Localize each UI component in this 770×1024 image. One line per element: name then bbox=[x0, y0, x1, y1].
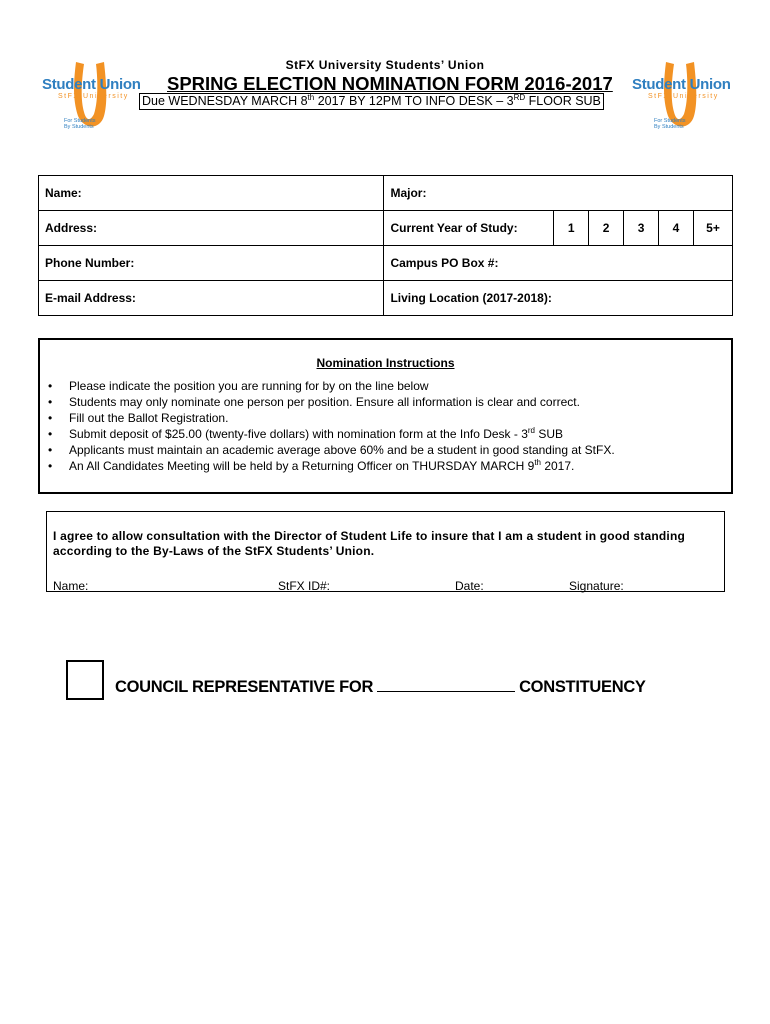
agreement-signature-field[interactable]: Signature: bbox=[569, 579, 624, 593]
bullet-icon: • bbox=[48, 427, 53, 441]
year-option-4[interactable]: 4 bbox=[659, 211, 694, 246]
position-line: COUNCIL REPRESENTATIVE FOR CONSTITUENCY bbox=[115, 678, 646, 696]
bullet-icon: • bbox=[48, 395, 53, 409]
table-row bbox=[39, 176, 733, 211]
agreement-date-field[interactable]: Date: bbox=[455, 579, 484, 593]
phone-field[interactable]: Phone Number: bbox=[39, 246, 384, 281]
list-item: • Please indicate the position you are running for by on the line below bbox=[48, 379, 429, 393]
logo-word: Student Union bbox=[42, 76, 141, 93]
agreement-text: I agree to allow consultation with the Director of Student Life to insure that I am a student in good standing according to the By-Laws of the StFX Students’ Union. bbox=[53, 529, 686, 558]
logo-word: Student Union bbox=[632, 76, 731, 93]
logo-sub: StFX University bbox=[58, 93, 129, 100]
student-union-logo-left bbox=[38, 58, 141, 138]
major-field[interactable]: Major: bbox=[384, 176, 733, 211]
year-option-1[interactable]: 1 bbox=[554, 211, 589, 246]
form-title: SPRING ELECTION NOMINATION FORM 2016-2017 bbox=[167, 73, 613, 94]
table-row bbox=[39, 211, 733, 246]
logo-sub: StFX University bbox=[648, 93, 719, 100]
bullet-icon: • bbox=[48, 443, 53, 457]
year-option-5plus[interactable]: 5+ bbox=[693, 211, 732, 246]
logo-tag: For Students By Students bbox=[654, 118, 686, 130]
student-union-logo-right bbox=[628, 58, 731, 138]
list-item: • Students may only nominate one person per position. Ensure all information is clear and correct. bbox=[48, 395, 580, 409]
applicant-info-table bbox=[38, 175, 733, 316]
list-item: • Applicants must maintain an academic average above 60% and be a student in good standing at StFX. bbox=[48, 443, 615, 457]
address-field[interactable]: Address: bbox=[39, 211, 384, 246]
agreement-name-field[interactable]: Name: bbox=[53, 579, 89, 593]
bullet-icon: • bbox=[48, 459, 53, 473]
logo-tag: For Students By Students bbox=[64, 118, 96, 130]
list-item: • Submit deposit of $25.00 (twenty-five dollars) with nomination form at the Info Desk - 3rd SUB bbox=[48, 426, 564, 441]
table-row bbox=[39, 246, 733, 281]
bullet-icon: • bbox=[48, 379, 53, 393]
year-option-2[interactable]: 2 bbox=[589, 211, 624, 246]
position-checkbox[interactable] bbox=[66, 660, 104, 700]
table-row bbox=[39, 281, 733, 316]
constituency-blank-field[interactable] bbox=[377, 677, 515, 692]
list-item: • Fill out the Ballot Registration. bbox=[48, 411, 229, 425]
bullet-icon: • bbox=[48, 411, 53, 425]
list-item: • An All Candidates Meeting will be held by a Returning Officer on THURSDAY MARCH 9th 2017. bbox=[48, 458, 575, 473]
living-location-field[interactable]: Living Location (2017-2018): bbox=[384, 281, 733, 316]
email-field[interactable]: E-mail Address: bbox=[39, 281, 384, 316]
agreement-id-field[interactable]: StFX ID#: bbox=[278, 579, 331, 593]
year-option-3[interactable]: 3 bbox=[624, 211, 659, 246]
instructions-title: Nomination Instructions bbox=[316, 356, 455, 370]
year-of-study-label: Current Year of Study: bbox=[384, 211, 554, 246]
due-date-line: Due WEDNESDAY MARCH 8th 2017 BY 12PM TO INFO DESK – 3RD FLOOR SUB bbox=[139, 93, 604, 110]
po-box-field[interactable]: Campus PO Box #: bbox=[384, 246, 733, 281]
union-name: StFX University Students’ Union bbox=[285, 58, 485, 72]
name-field[interactable]: Name: bbox=[39, 176, 384, 211]
instructions-list bbox=[48, 378, 615, 474]
agreement-box bbox=[46, 511, 725, 592]
nomination-instructions-box bbox=[38, 338, 733, 494]
